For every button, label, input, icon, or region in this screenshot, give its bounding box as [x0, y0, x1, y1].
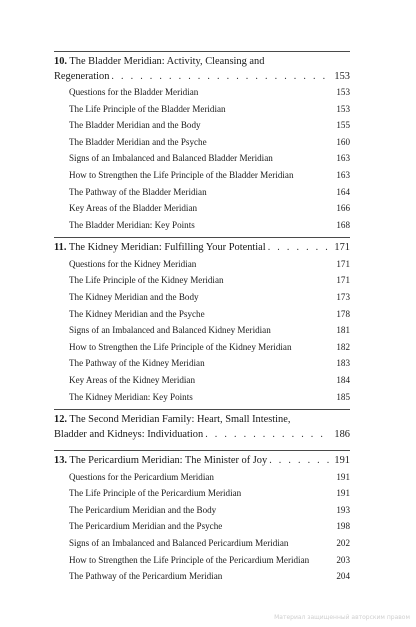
- chapter-title-line: Bladder and Kidneys: Individuation: [54, 428, 204, 440]
- toc-entry[interactable]: [69, 521, 350, 532]
- chapter-heading[interactable]: [54, 55, 350, 84]
- chapter-number: 13.: [54, 455, 67, 467]
- entry-page: 155: [336, 120, 350, 131]
- entry-title: Key Areas of the Bladder Meridian: [69, 203, 198, 214]
- toc-entry[interactable]: [69, 275, 350, 286]
- entry-page: 153: [336, 103, 350, 114]
- chapter-number: 11.: [54, 242, 67, 254]
- entry-page: 198: [336, 521, 350, 532]
- entry-page: 191: [336, 488, 350, 499]
- entry-page: 181: [336, 325, 350, 336]
- toc-entry[interactable]: [69, 203, 350, 214]
- entry-title: How to Strengthen the Life Principle of the Kidney Meridian: [69, 341, 292, 352]
- chapter-number: 10.: [54, 56, 67, 67]
- toc-entry[interactable]: [69, 538, 350, 549]
- entry-title: The Pathway of the Kidney Meridian: [69, 358, 205, 369]
- entry-title: The Pathway of the Pericardium Meridian: [69, 571, 223, 582]
- toc-entry[interactable]: [69, 153, 350, 164]
- chapter-number: 12.: [54, 414, 67, 426]
- entry-title: Signs of an Imbalanced and Balanced Bladder Meridian: [69, 153, 273, 164]
- entry-title: Signs of an Imbalanced and Balanced Kidney Meridian: [69, 325, 271, 336]
- entry-page: 183: [336, 358, 350, 369]
- entry-title: Questions for the Kidney Meridian: [69, 258, 197, 269]
- dot-leader: [269, 454, 330, 469]
- entry-title: Key Areas of the Kidney Meridian: [69, 375, 196, 385]
- entry-title: The Pericardium Meridian and the Body: [69, 504, 217, 515]
- dot-leader: [111, 70, 330, 85]
- dot-leader: [268, 241, 331, 256]
- chapter-title-line: Regeneration: [54, 70, 110, 82]
- dot-leader: [205, 428, 330, 443]
- entry-page: 166: [336, 203, 350, 214]
- entry-title: Questions for the Bladder Meridian: [69, 87, 199, 97]
- entry-title: The Bladder Meridian: Key Points: [69, 219, 195, 230]
- copyright-watermark: Материал защищенный авторским правом: [274, 614, 410, 621]
- entry-page: 171: [336, 275, 350, 286]
- entry-page: 171: [336, 258, 350, 269]
- chapter-12: [54, 409, 350, 442]
- chapter-heading[interactable]: [54, 241, 350, 256]
- chapter-page: 191: [334, 455, 350, 467]
- toc-entry[interactable]: [69, 375, 350, 386]
- entry-list: [54, 87, 350, 230]
- chapter-title-line: The Kidney Meridian: Fulfilling Your Potential: [68, 242, 266, 254]
- chapter-title-line: The Second Meridian Family: Heart, Small Intestine,: [69, 414, 291, 426]
- toc-entry[interactable]: [69, 104, 350, 115]
- toc-entry[interactable]: [69, 87, 350, 98]
- chapter-13: [54, 450, 350, 582]
- entry-title: How to Strengthen the Life Principle of the Pericardium Meridian: [69, 554, 310, 565]
- toc-entry[interactable]: [69, 309, 350, 320]
- chapter-title-line: The Bladder Meridian: Activity, Cleansing and: [69, 56, 265, 67]
- toc-entry[interactable]: [69, 220, 350, 231]
- toc-entry[interactable]: [69, 170, 350, 181]
- toc-entry[interactable]: [69, 358, 350, 369]
- toc-entry[interactable]: [69, 571, 350, 582]
- entry-page: 178: [336, 308, 350, 319]
- chapter-page: 186: [334, 428, 350, 440]
- chapter-heading[interactable]: [54, 413, 350, 442]
- entry-page: 184: [336, 375, 350, 385]
- chapter-11: [54, 237, 350, 402]
- entry-title: The Life Principle of the Bladder Meridian: [69, 103, 226, 114]
- entry-page: 182: [336, 341, 350, 352]
- chapter-10: [54, 51, 350, 230]
- entry-page: 203: [336, 554, 350, 565]
- toc-entry[interactable]: [69, 392, 350, 403]
- entry-title: The Pericardium Meridian and the Psyche: [69, 521, 223, 532]
- entry-title: The Bladder Meridian and the Psyche: [69, 136, 207, 147]
- entry-page: 191: [336, 471, 350, 482]
- toc-entry[interactable]: [69, 187, 350, 198]
- toc-entry[interactable]: [69, 292, 350, 303]
- entry-page: 193: [336, 504, 350, 515]
- toc-entry[interactable]: [69, 342, 350, 353]
- toc-entry[interactable]: [69, 505, 350, 516]
- entry-title: The Kidney Meridian and the Psyche: [69, 308, 205, 319]
- entry-page: 160: [336, 136, 350, 147]
- entry-page: 163: [336, 153, 350, 164]
- toc-entry[interactable]: [69, 137, 350, 148]
- entry-title: How to Strengthen the Life Principle of the Bladder Meridian: [69, 169, 294, 180]
- entry-list: [54, 472, 350, 582]
- entry-page: 153: [336, 87, 350, 97]
- table-of-contents: [54, 51, 350, 588]
- entry-title: The Bladder Meridian and the Body: [69, 120, 201, 131]
- chapter-page: 171: [334, 242, 350, 254]
- entry-title: Questions for the Pericardium Meridian: [69, 471, 214, 482]
- toc-entry[interactable]: [69, 259, 350, 270]
- entry-title: The Life Principle of the Pericardium Meridian: [69, 488, 242, 499]
- entry-title: The Kidney Meridian and the Body: [69, 292, 199, 303]
- entry-list: [54, 259, 350, 402]
- toc-entry[interactable]: [69, 555, 350, 566]
- chapter-heading[interactable]: [54, 454, 350, 469]
- entry-page: 168: [336, 219, 350, 230]
- chapter-title-line: The Pericardium Meridian: The Minister of Joy: [69, 455, 268, 467]
- entry-page: 173: [336, 292, 350, 303]
- entry-page: 164: [336, 186, 350, 197]
- entry-page: 163: [336, 169, 350, 180]
- chapter-page: 153: [334, 70, 350, 82]
- entry-page: 202: [336, 538, 350, 549]
- toc-entry[interactable]: [69, 472, 350, 483]
- toc-entry[interactable]: [69, 325, 350, 336]
- entry-title: The Pathway of the Bladder Meridian: [69, 186, 207, 197]
- entry-title: The Life Principle of the Kidney Meridian: [69, 275, 224, 286]
- toc-entry[interactable]: [69, 120, 350, 131]
- entry-page: 204: [336, 571, 350, 582]
- entry-title: Signs of an Imbalanced and Balanced Pericardium Meridian: [69, 538, 289, 549]
- entry-page: 185: [336, 391, 350, 402]
- entry-title: The Kidney Meridian: Key Points: [69, 391, 193, 402]
- toc-entry[interactable]: [69, 488, 350, 499]
